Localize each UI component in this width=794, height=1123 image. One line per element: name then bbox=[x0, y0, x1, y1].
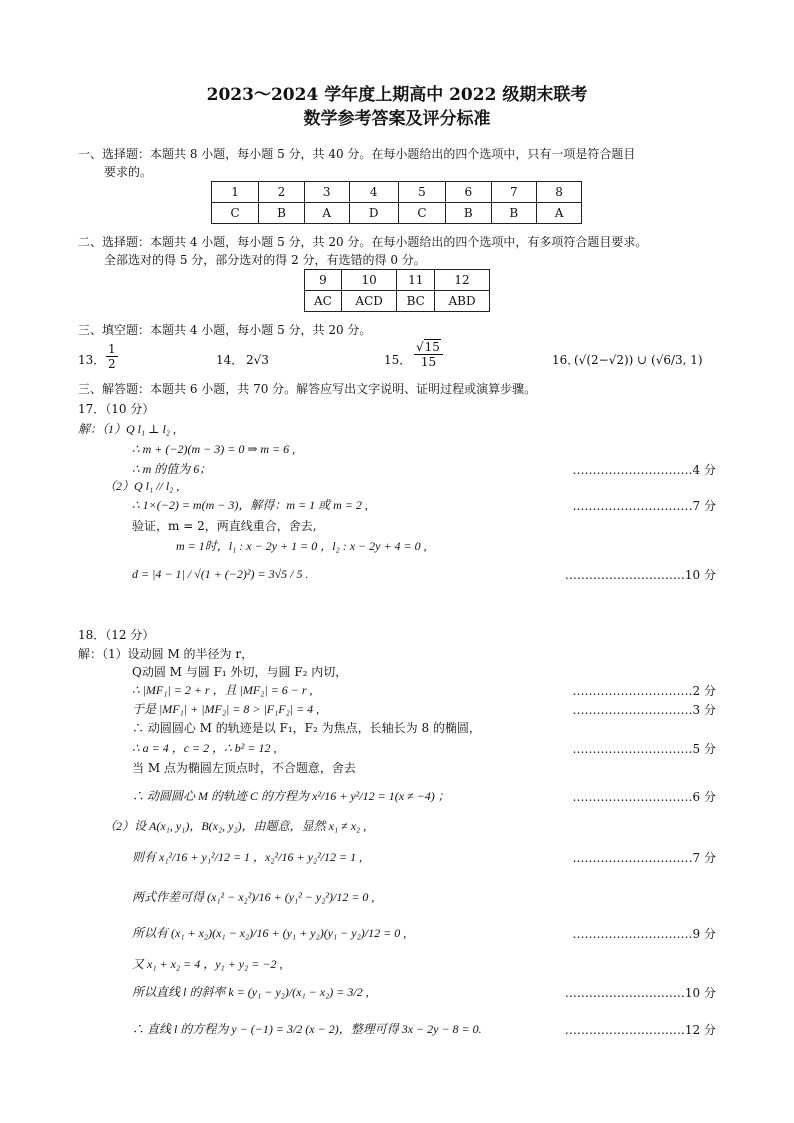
q18-line: 两式作差可得 (x₁² − x₂²)/16 + (y₁² − y₂²)/12 = 0 , bbox=[132, 890, 375, 904]
section4-heading: 三、解答题：本题共 6 小题，共 70 分。解答应写出文字说明、证明过程或演算步骤。 bbox=[78, 382, 537, 396]
table-cell: C bbox=[212, 203, 259, 224]
table-cell: 4 bbox=[349, 182, 398, 203]
title-line-1: 2023～2024 学年度上期高中 2022 级期末联考 bbox=[206, 85, 588, 105]
q14-answer: 2√3 bbox=[246, 353, 269, 367]
score-marker: …………………………5 分 bbox=[572, 742, 716, 756]
q14-label: 14． bbox=[216, 353, 244, 367]
section2-heading-a: 二、选择题：本题共 4 小题，每小题 5 分，共 20 分。在每小题给出的四个选项中，有多项符合题目要求。 bbox=[78, 235, 648, 249]
table-cell: AC bbox=[305, 291, 342, 312]
table-cell: 8 bbox=[537, 182, 582, 203]
q17-line: （2）Q l₁ // l₂ , bbox=[104, 479, 180, 493]
section1-heading-b: 要求的。 bbox=[104, 165, 153, 179]
q17-header: 17．（10 分） bbox=[78, 402, 155, 416]
q17-line: d = |4 − 1| / √(1 + (−2)²) = 3√5 / 5 . bbox=[132, 567, 309, 581]
q18-line: （2）设 A(x₁, y₁)，B(x₂, y₂)，由题意，显然 x₁ ≠ x₂ , bbox=[104, 819, 367, 833]
table-cell: ACD bbox=[341, 291, 397, 312]
q18-line: 解：（1）设动圆 M 的半径为 r， bbox=[78, 647, 254, 661]
table-cell: BC bbox=[397, 291, 435, 312]
q18-line: 所以直线 l 的斜率 k = (y₁ − y₂)/(x₁ − x₂) = 3/2 , bbox=[132, 985, 369, 999]
table-cell: 12 bbox=[435, 270, 490, 291]
table-row bbox=[305, 270, 490, 291]
table-cell: 11 bbox=[397, 270, 435, 291]
table-cell: D bbox=[349, 203, 398, 224]
score-marker: …………………………7 分 bbox=[572, 851, 716, 865]
q16-answer: (√(2−√2)) ∪ (√6/3, 1) bbox=[574, 353, 703, 367]
q17-line: ∴ m 的值为 6； bbox=[132, 462, 212, 476]
score-marker: …………………………6 分 bbox=[572, 790, 716, 804]
q18-line: 当 M 点为椭圆左顶点时，不合题意，舍去 bbox=[132, 761, 356, 775]
q13-label: 13． bbox=[78, 353, 106, 367]
table-cell: 1 bbox=[212, 182, 259, 203]
q18-line: ∴ 动圆圆心 M 的轨迹 C 的方程为 x²/16 + y²/12 = 1(x ≠ −4) ； bbox=[132, 789, 450, 803]
score-marker: …………………………12 分 bbox=[564, 1023, 716, 1037]
choice-answer-table-2 bbox=[304, 269, 490, 312]
q18-line: 则有 x₁²/16 + y₁²/12 = 1 ，x₂²/16 + y₂²/12 = 1 , bbox=[132, 850, 363, 864]
q15-answer: $\frac{√15}{15}$ bbox=[412, 340, 445, 369]
score-marker: …………………………10 分 bbox=[564, 568, 716, 582]
score-marker: …………………………7 分 bbox=[572, 499, 716, 513]
q17-line: 验证，m = 2，两直线重合，舍去, bbox=[132, 519, 317, 533]
q18-line: ∴ |MF₁| = 2 + r ，且 |MF₂| = 6 − r , bbox=[132, 683, 313, 697]
choice-answer-table-1 bbox=[211, 181, 582, 224]
section2-heading-b: 全部选对的得 5 分，部分选对的得 2 分，有选错的得 0 分。 bbox=[104, 253, 426, 267]
table-cell: 6 bbox=[446, 182, 492, 203]
section1-heading-a: 一、选择题：本题共 8 小题，每小题 5 分，共 40 分。在每小题给出的四个选项中，只有一项是符合题目 bbox=[78, 147, 636, 161]
table-cell: A bbox=[537, 203, 582, 224]
score-marker: …………………………9 分 bbox=[572, 927, 716, 941]
table-row bbox=[212, 203, 582, 224]
q17-line: m = 1时，l₁ : x − 2y + 1 = 0 ，l₂ : x − 2y + 4 = 0 , bbox=[176, 539, 427, 553]
table-cell: 7 bbox=[491, 182, 537, 203]
table-cell: B bbox=[259, 203, 305, 224]
q18-header: 18．（12 分） bbox=[78, 628, 155, 642]
q17-line: ∴ m + (−2)(m − 3) = 0 ⇒ m = 6 , bbox=[132, 442, 296, 456]
table-cell: 10 bbox=[341, 270, 397, 291]
table-cell: 5 bbox=[398, 182, 445, 203]
title-line-2: 数学参考答案及评分标准 bbox=[303, 109, 491, 129]
q13-answer: $\frac{1}{2}$ bbox=[108, 342, 116, 371]
score-marker: …………………………2 分 bbox=[572, 684, 716, 698]
table-cell: 9 bbox=[305, 270, 342, 291]
table-row bbox=[305, 291, 490, 312]
table-cell: B bbox=[491, 203, 537, 224]
q18-line: 又 x₁ + x₂ = 4 ，y₁ + y₂ = −2 , bbox=[132, 957, 283, 971]
q18-line: 所以有 (x₁ + x₂)(x₁ − x₂)/16 + (y₁ + y₂)(y₁ − y₂)/12 = 0 , bbox=[132, 926, 407, 940]
q18-line: 于是 |MF₁| + |MF₂| = 8 > |F₁F₂| = 4 , bbox=[132, 702, 320, 716]
score-marker: …………………………4 分 bbox=[572, 463, 716, 477]
table-cell: 3 bbox=[304, 182, 349, 203]
q17-line: ∴ 1×(−2) = m(m − 3)，解得：m = 1 或 m = 2 , bbox=[132, 498, 368, 512]
q18-line: Q动圆 M 与圆 F₁ 外切，与圆 F₂ 内切， bbox=[132, 665, 348, 679]
q18-line: ∴ a = 4 ，c = 2 ，∴ b² = 12 , bbox=[132, 741, 277, 755]
table-cell: 2 bbox=[259, 182, 305, 203]
q18-line: ∴ 直线 l 的方程为 y − (−1) = 3/2 (x − 2)，整理可得 3x − 2y − 8 = 0. bbox=[132, 1022, 482, 1036]
q15-label: 15． bbox=[384, 353, 412, 367]
table-cell: C bbox=[398, 203, 445, 224]
table-row bbox=[212, 182, 582, 203]
table-cell: B bbox=[446, 203, 492, 224]
section3-heading: 三、填空题：本题共 4 小题，每小题 5 分，共 20 分。 bbox=[78, 323, 372, 337]
score-marker: …………………………3 分 bbox=[572, 703, 716, 717]
q16-label: 16． bbox=[552, 353, 580, 367]
q18-line: ∴ 动圆圆心 M 的轨迹是以 F₁，F₂ 为焦点，长轴长为 8 的椭圆， bbox=[132, 721, 481, 735]
score-marker: …………………………10 分 bbox=[564, 986, 716, 1000]
q17-line: 解：（1）Q l₁ ⊥ l₂ , bbox=[78, 422, 176, 436]
table-cell: A bbox=[304, 203, 349, 224]
table-cell: ABD bbox=[435, 291, 490, 312]
